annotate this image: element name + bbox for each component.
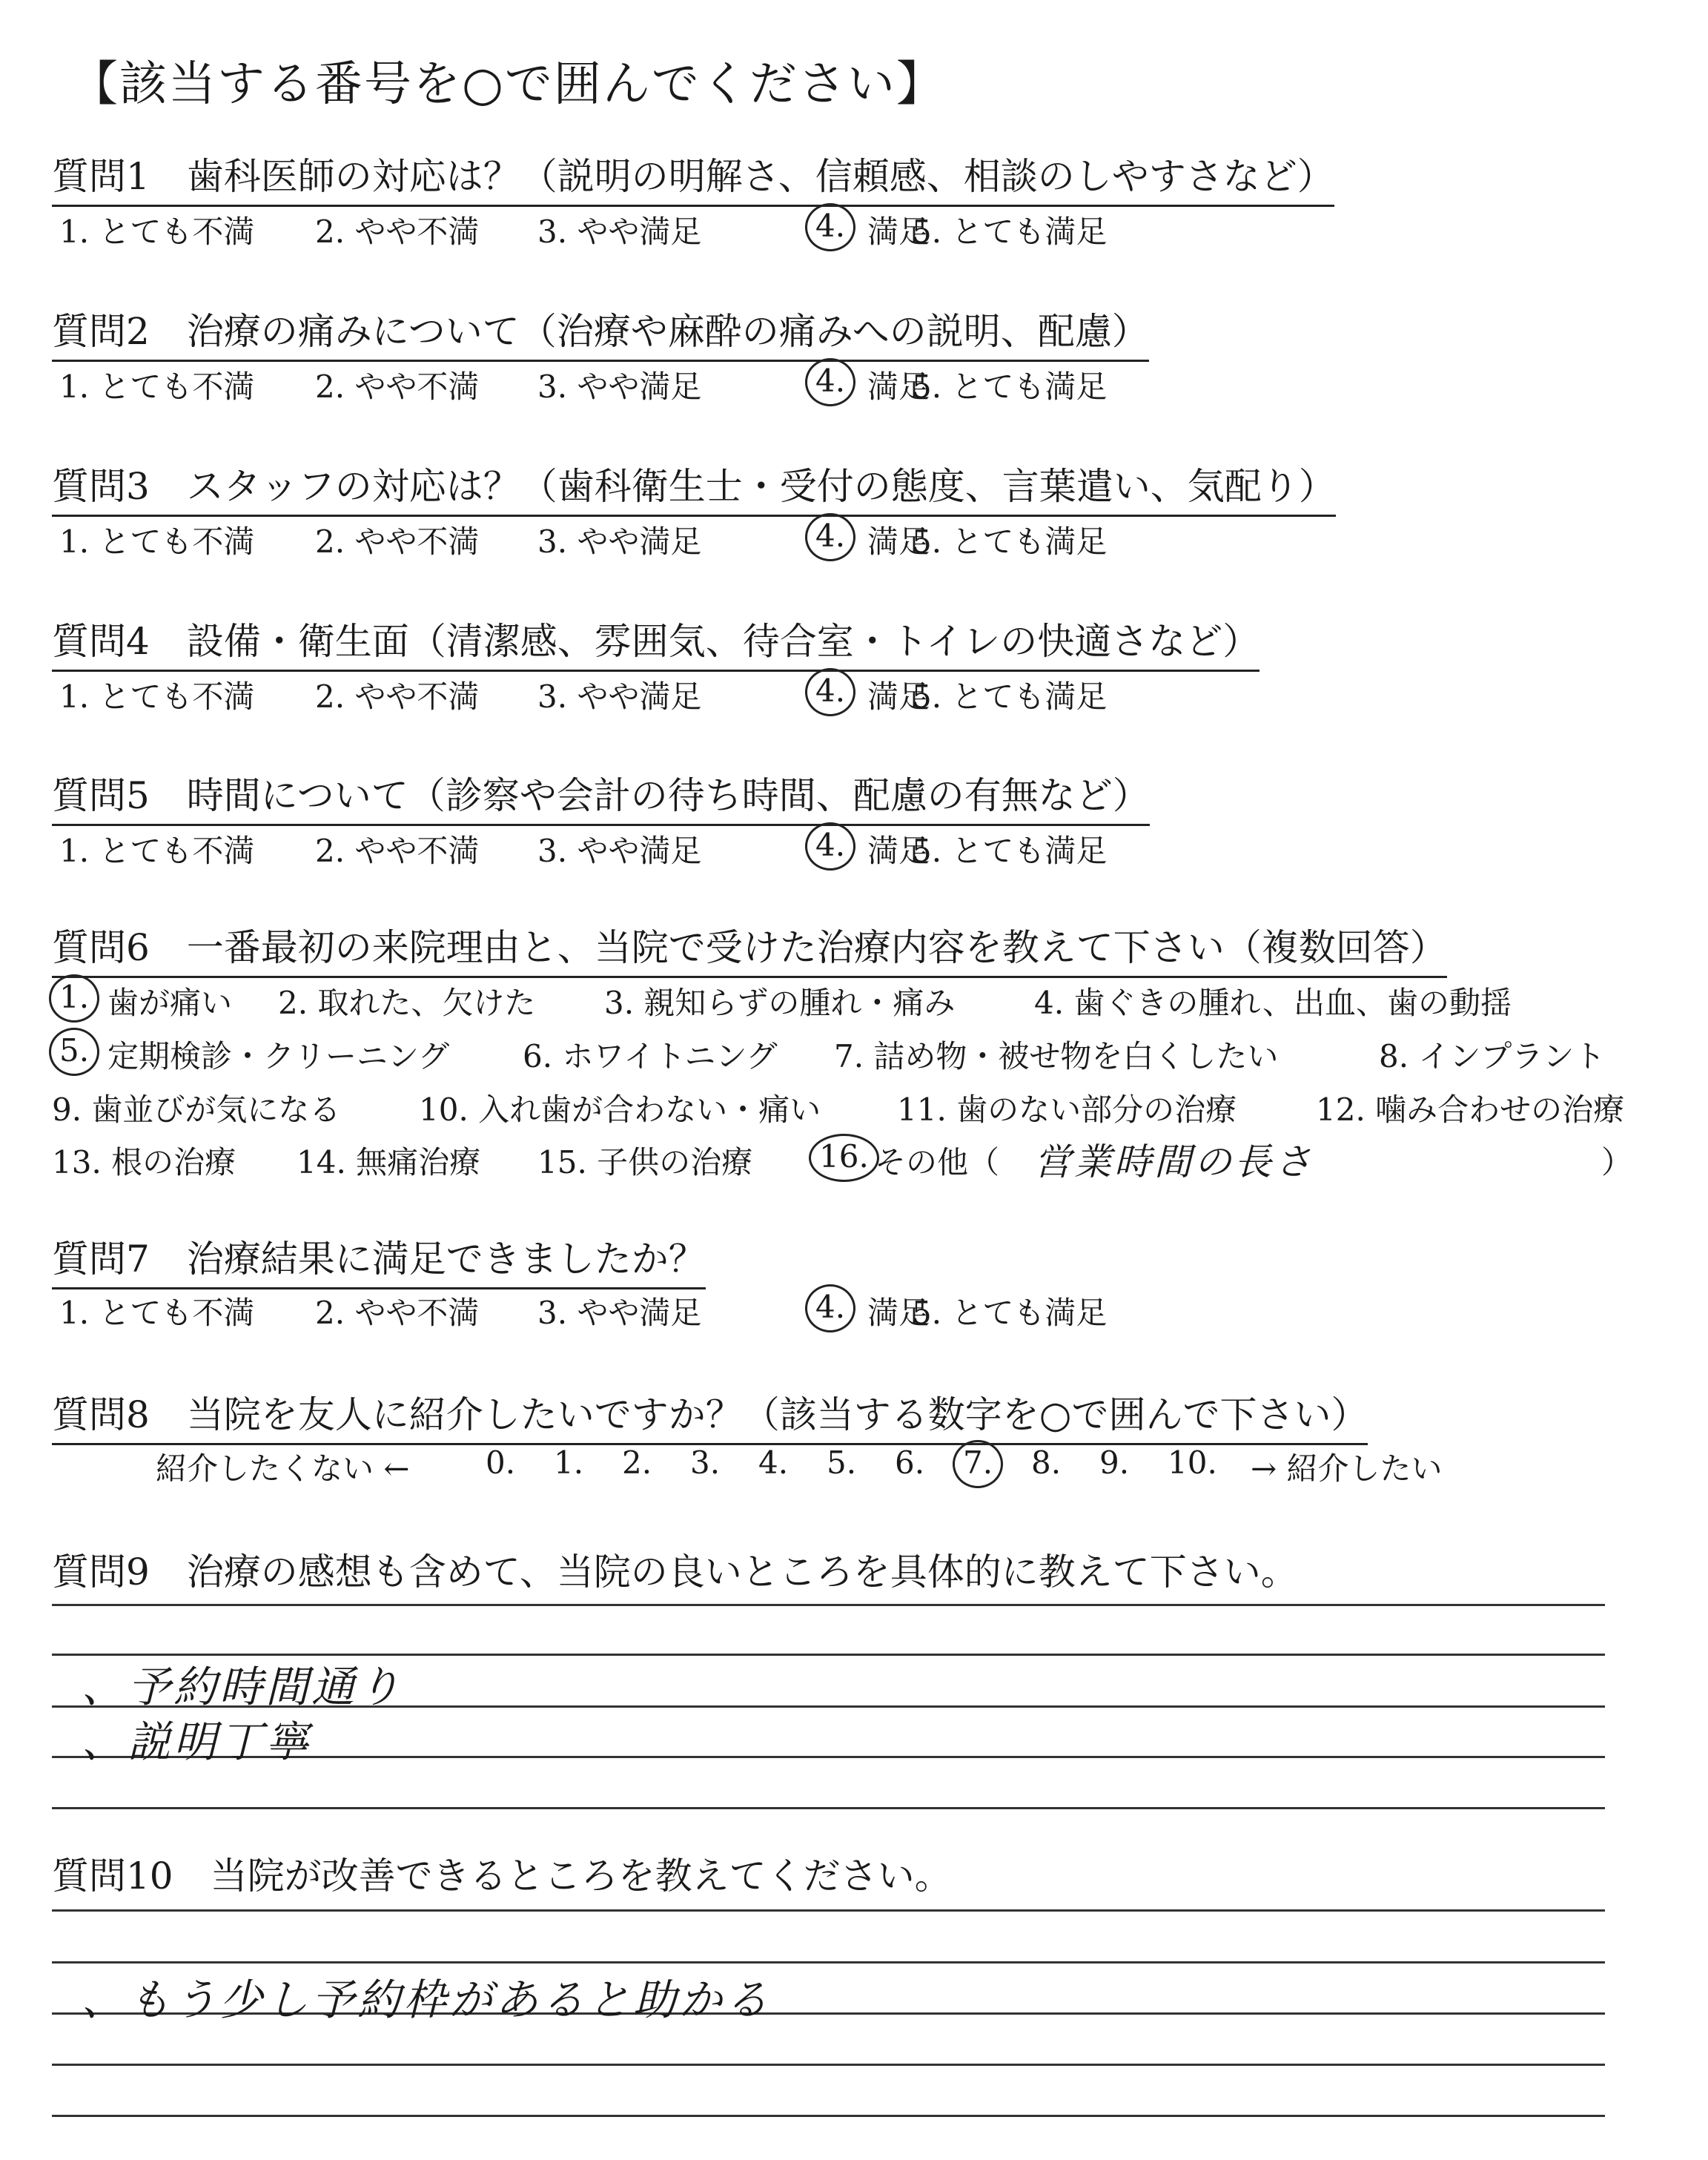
q7-option-5[interactable]: 5. とても満足: [912, 1295, 1108, 1331]
q6-option-5-label: 定期検診・クリーニング: [107, 1038, 450, 1074]
q6-option-12[interactable]: 12. 噛み合わせの治療: [1316, 1091, 1625, 1128]
q5-option-4-label: 満足: [867, 833, 930, 869]
q5-option-4-number[interactable]: 4.: [815, 827, 846, 863]
q7-option-4-label: 満足: [867, 1295, 930, 1331]
q9-answer-1[interactable]: 、予約時間通り: [82, 1662, 404, 1712]
q6-option-2[interactable]: 2. 取れた、欠けた: [278, 985, 536, 1021]
q5-option-1[interactable]: 1. とても不満: [59, 833, 255, 869]
q8-scale-2[interactable]: 2.: [622, 1444, 652, 1481]
q8-right-label: → 紹介したい: [1251, 1450, 1443, 1487]
q6-row-2: [52, 1032, 1683, 1077]
q6-option-15[interactable]: 15. 子供の治療: [537, 1144, 753, 1180]
q5-option-2[interactable]: 2. やや不満: [315, 833, 480, 869]
q8-scale-10[interactable]: 10.: [1168, 1444, 1217, 1481]
answer-line: [52, 1604, 1605, 1606]
q6-option-1-label: 歯が痛い: [107, 985, 233, 1021]
q2-option-4-label: 満足: [867, 369, 930, 405]
q4-option-4-label: 満足: [867, 678, 930, 715]
question-4-title: 質問4 設備・衛生面（清潔感、雰囲気、待合室・トイレの快適さなど）: [52, 612, 1260, 672]
q8-scale-0[interactable]: 0.: [486, 1444, 516, 1481]
q7-option-4-number[interactable]: 4.: [815, 1289, 846, 1325]
q6-option-9[interactable]: 9. 歯並びが気になる: [52, 1091, 341, 1128]
q3-option-4-label: 満足: [867, 524, 930, 560]
q7-option-1[interactable]: 1. とても不満: [59, 1295, 255, 1331]
question-3-title: 質問3 スタッフの対応は？（歯科衛生士・受付の態度、言葉遣い、気配り）: [52, 457, 1336, 517]
page-heading: 【該当する番号を○で囲んでください】: [70, 57, 945, 112]
answer-line: [52, 2064, 1605, 2066]
question-7-title: 質問7 治療結果に満足できましたか？: [52, 1229, 706, 1289]
question-1-options: [52, 208, 1238, 252]
q2-option-4-number[interactable]: 4.: [815, 363, 846, 399]
q1-option-4-number[interactable]: 4.: [815, 208, 846, 244]
q7-option-3[interactable]: 3. やや満足: [537, 1295, 702, 1331]
q4-option-2[interactable]: 2. やや不満: [315, 678, 480, 715]
q8-left-label: 紹介したくない ←: [156, 1450, 410, 1487]
q6-option-16-label: その他（: [875, 1144, 1000, 1180]
q6-option-4[interactable]: 4. 歯ぐきの腫れ、出血、歯の動揺: [1034, 985, 1512, 1021]
q1-option-3[interactable]: 3. やや満足: [537, 214, 702, 250]
question-7-options: [52, 1289, 1238, 1333]
q6-option-11[interactable]: 11. 歯のない部分の治療: [897, 1091, 1237, 1128]
q6-other-handwritten[interactable]: 営業時間の長さ: [1034, 1140, 1314, 1183]
q8-scale-3[interactable]: 3.: [690, 1444, 721, 1481]
q8-scale-1[interactable]: 1.: [554, 1444, 584, 1481]
q4-option-5[interactable]: 5. とても満足: [912, 678, 1108, 715]
question-4-options: [52, 673, 1238, 717]
question-10-title: 質問10 当院が改善できるところを教えてください。: [52, 1855, 952, 1898]
question-8-title: 質問8 当院を友人に紹介したいですか？（該当する数字を○で囲んで下さい）: [52, 1385, 1368, 1445]
answer-line: [52, 2115, 1605, 2117]
question-2-title: 質問2 治療の痛みについて（治療や麻酔の痛みへの説明、配慮）: [52, 302, 1149, 362]
q6-other-close-paren: ）: [1601, 1144, 1633, 1180]
answer-line: [52, 1807, 1605, 1809]
question-6-title: 質問6 一番最初の来院理由と、当院で受けた治療内容を教えて下さい（複数回答）: [52, 918, 1447, 978]
q6-row-4: [52, 1138, 1683, 1190]
q10-answer-1[interactable]: 、もう少し予約枠があると助かる: [82, 1975, 772, 2025]
q8-scale-5[interactable]: 5.: [827, 1444, 857, 1481]
q6-option-3[interactable]: 3. 親知らずの腫れ・痛み: [604, 985, 956, 1021]
question-9-title: 質問9 治療の感想も含めて、当院の良いところを具体的に教えて下さい。: [52, 1550, 1298, 1593]
question-5-options: [52, 827, 1238, 871]
q3-option-1[interactable]: 1. とても不満: [59, 524, 255, 560]
answer-line: [52, 1909, 1605, 1912]
q5-option-5[interactable]: 5. とても満足: [912, 833, 1108, 869]
q8-scale-6[interactable]: 6.: [895, 1444, 925, 1481]
q2-option-3[interactable]: 3. やや満足: [537, 369, 702, 405]
q8-scale-9[interactable]: 9.: [1099, 1444, 1130, 1481]
q9-answer-2[interactable]: 、説明丁寧: [82, 1717, 312, 1767]
q4-option-4-number[interactable]: 4.: [815, 673, 846, 709]
q3-option-3[interactable]: 3. やや満足: [537, 524, 702, 560]
answer-line: [52, 1961, 1605, 1964]
q1-option-1[interactable]: 1. とても不満: [59, 214, 255, 250]
q1-option-4-label: 満足: [867, 214, 930, 250]
q6-option-16-number[interactable]: 16.: [819, 1138, 869, 1175]
question-3-options: [52, 518, 1238, 562]
q5-option-3[interactable]: 3. やや満足: [537, 833, 702, 869]
q6-option-13[interactable]: 13. 根の治療: [52, 1144, 236, 1180]
question-2-options: [52, 363, 1238, 407]
q2-option-1[interactable]: 1. とても不満: [59, 369, 255, 405]
q3-option-5[interactable]: 5. とても満足: [912, 524, 1108, 560]
q3-option-4-number[interactable]: 4.: [815, 518, 846, 554]
question-8-scale: [52, 1444, 1609, 1489]
q6-option-10[interactable]: 10. 入れ歯が合わない・痛い: [419, 1091, 821, 1128]
q7-option-2[interactable]: 2. やや不満: [315, 1295, 480, 1331]
question-1-title: 質問1 歯科医師の対応は？（説明の明解さ、信頼感、相談のしやすさなど）: [52, 147, 1334, 207]
q2-option-5[interactable]: 5. とても満足: [912, 369, 1108, 405]
q6-row-3: [52, 1086, 1683, 1130]
q2-option-2[interactable]: 2. やや不満: [315, 369, 480, 405]
q6-option-6[interactable]: 6. ホワイトニング: [523, 1038, 778, 1074]
q6-row-1: [52, 979, 1683, 1023]
q8-scale-7[interactable]: 7.: [963, 1444, 993, 1481]
q4-option-1[interactable]: 1. とても不満: [59, 678, 255, 715]
q6-option-5-number[interactable]: 5.: [59, 1032, 90, 1069]
question-5-title: 質問5 時間について（診察や会計の待ち時間、配慮の有無など）: [52, 766, 1150, 826]
q3-option-2[interactable]: 2. やや不満: [315, 524, 480, 560]
q6-option-7[interactable]: 7. 詰め物・被せ物を白くしたい: [834, 1038, 1279, 1074]
q1-option-2[interactable]: 2. やや不満: [315, 214, 480, 250]
q8-scale-8[interactable]: 8.: [1031, 1444, 1062, 1481]
q6-option-1-number[interactable]: 1.: [59, 979, 90, 1015]
q8-scale-4[interactable]: 4.: [758, 1444, 789, 1481]
q6-option-14[interactable]: 14. 無痛治療: [297, 1144, 481, 1180]
q4-option-3[interactable]: 3. やや満足: [537, 678, 702, 715]
q1-option-5[interactable]: 5. とても満足: [912, 214, 1108, 250]
q6-option-8[interactable]: 8. インプラント: [1379, 1038, 1606, 1074]
